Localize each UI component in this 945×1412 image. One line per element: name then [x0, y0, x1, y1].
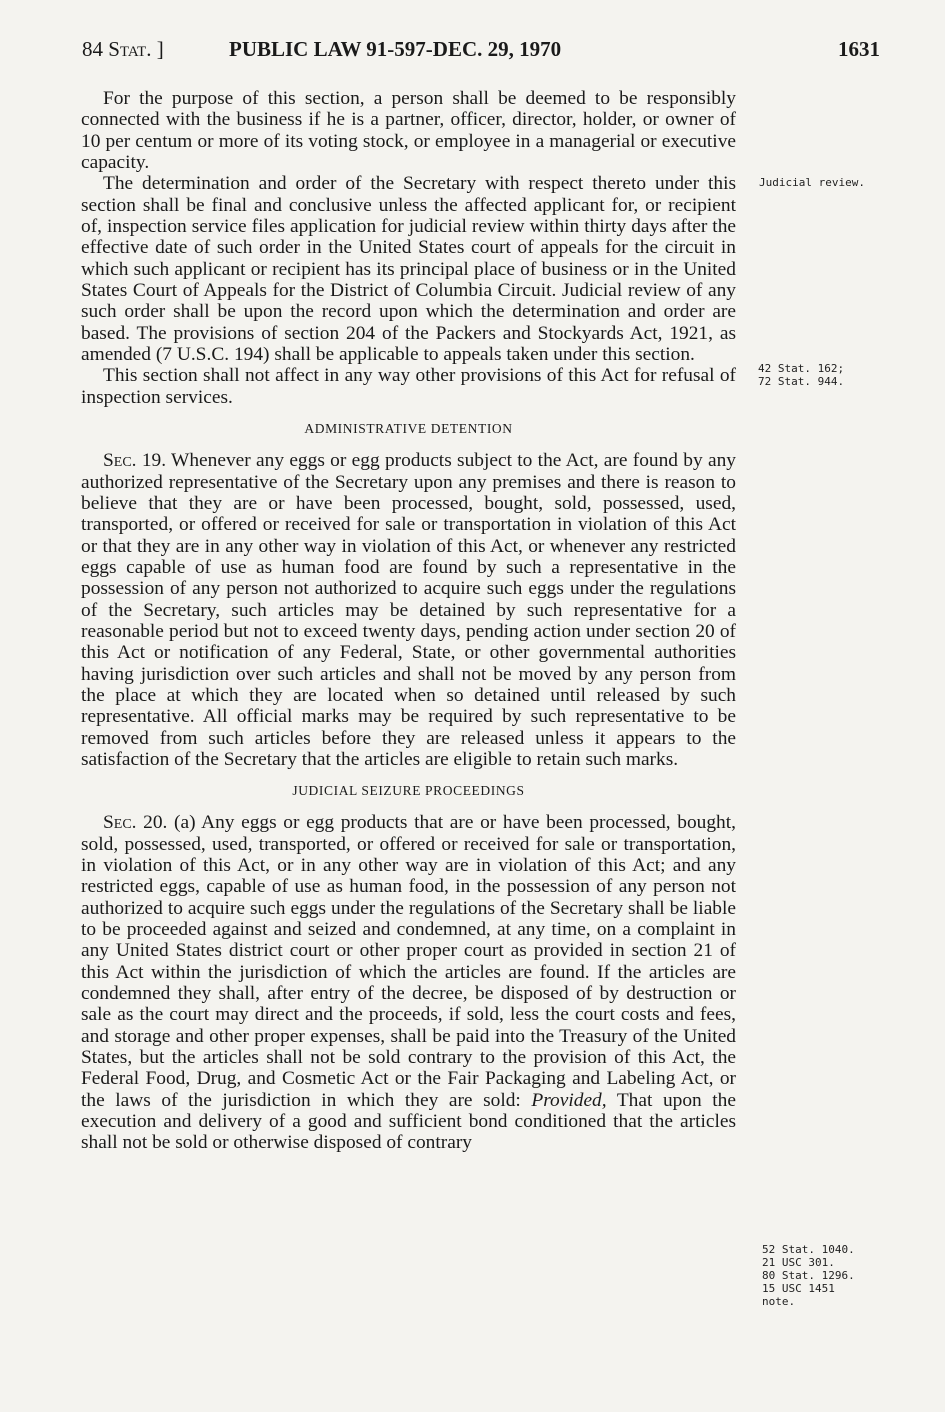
running-header-title: PUBLIC LAW 91-597-DEC. 29, 1970 [229, 37, 562, 61]
section-heading-judicial-seizure: JUDICIAL SEIZURE PROCEEDINGS [292, 783, 525, 799]
margin-note-judicial-review: Judicial review. [759, 176, 865, 189]
section-20-text-a: (a) Any eggs or egg products that are or have been processed, bought, sold, possessed, used, transported, or offered or received for sale or transportation, in violation of this Act, or in any other way are in violation of this Act; and any restricted eggs, capable of use as human food, in the possession of any person not authorized to acquire such eggs under the regulations of the Secretary shall be liable to be proceeded against and seized and condemned, at any time, on a complaint in any United States district court or other proper court as provided in section 21 of this Act within the jurisdiction of which the articles are found. If the articles are condemned they shall, after entry of the decree, be disposed of by destruction or sale as the court may direct and the proceeds, if sold, less the court costs and fees, and storage and other proper expenses, shall be paid into the Treasury of the United States, but the articles shall not be sold contrary to the provision of this Act, the Federal Food, Drug, and Cosmetic Act or the Fair Packaging and Labeling Act, or the laws of the jurisdiction in which they are sold: [81, 812, 736, 1111]
section-20-text-b: That upon the execution and delivery of a good and sufficient bond conditioned that the articles shall not be sold or otherwise disposed of contrary [81, 1089, 736, 1154]
paragraph-responsibly-connected: For the purpose of this section, a person shall be deemed to be responsibly connected with the business if he is a partner, officer, director, holder, or owner of 10 per centum or more of its voting stock, or employee in a managerial or executive capacity. [81, 88, 736, 174]
margin-note-stat-refs-1: 42 Stat. 162; 72 Stat. 944. [758, 362, 845, 388]
running-header-volume [82, 36, 164, 62]
section-19-text: Whenever any eggs or egg products subject to the Act, are found by any authorized representative of the Secretary upon any premises and there is reason to believe that they are or have been processed, bought, sold, possessed, used, transported, or offered or received for sale or transportation in violation of this Act or that they are in any other way in violation of this Act, or whenever any restricted eggs capable of use as human food are found by such a representative in the possession of any person not authorized to acquire such eggs under the regulations of the Secretary, such articles may be detained by such representative for a reasonable period but not to exceed twenty days, pending action under section 20 of this Act or notification of any Federal, State, or other governmental authorities having jurisdiction over such articles and shall not be moved by any person from the place at which they are located when so detained until released by such representative. All official marks may be required by such representative to be removed from such articles before they are released unless it appears to the satisfaction of the Secretary that the articles are eligible to retain such marks. [81, 450, 736, 770]
paragraph-determination-order: The determination and order of the Secretary with respect thereto under this section shall be final and conclusive unless the affected applicant for, or recipient of, inspection service files application for judicial review within thirty days after the effective date of such order in the United States court of appeals for the circuit in which such applicant or recipient has its principal place of business or in the United States Court of Appeals for the District of Columbia Circuit. Judicial review of any such order shall be upon the record upon which the determination and order are based. The provisions of section 204 of the Packers and Stockyards Act, 1921, as amended (7 U.S.C. 194) shall be applicable to appeals taken under this section. [81, 173, 736, 366]
main-text-column [81, 88, 736, 1154]
margin-note-stat-refs-2: 52 Stat. 1040. 21 USC 301. 80 Stat. 1296. 15 USC 1451 note. [762, 1243, 855, 1308]
page-number: 1631 [838, 37, 880, 61]
section-20-label: Sec. 20. [103, 812, 168, 834]
paragraph-section-19 [81, 450, 736, 770]
section-heading-administrative-detention: ADMINISTRATIVE DETENTION [304, 421, 513, 437]
header-volume-text: 84 Stat. ] [82, 37, 164, 61]
paragraph-section-20 [81, 812, 736, 1154]
section-19-label: Sec. 19. [103, 450, 167, 472]
paragraph-refusal-inspection: This section shall not affect in any way other provisions of this Act for refusal of inspection services. [81, 365, 736, 408]
section-20-provided: Provided, [531, 1089, 607, 1111]
